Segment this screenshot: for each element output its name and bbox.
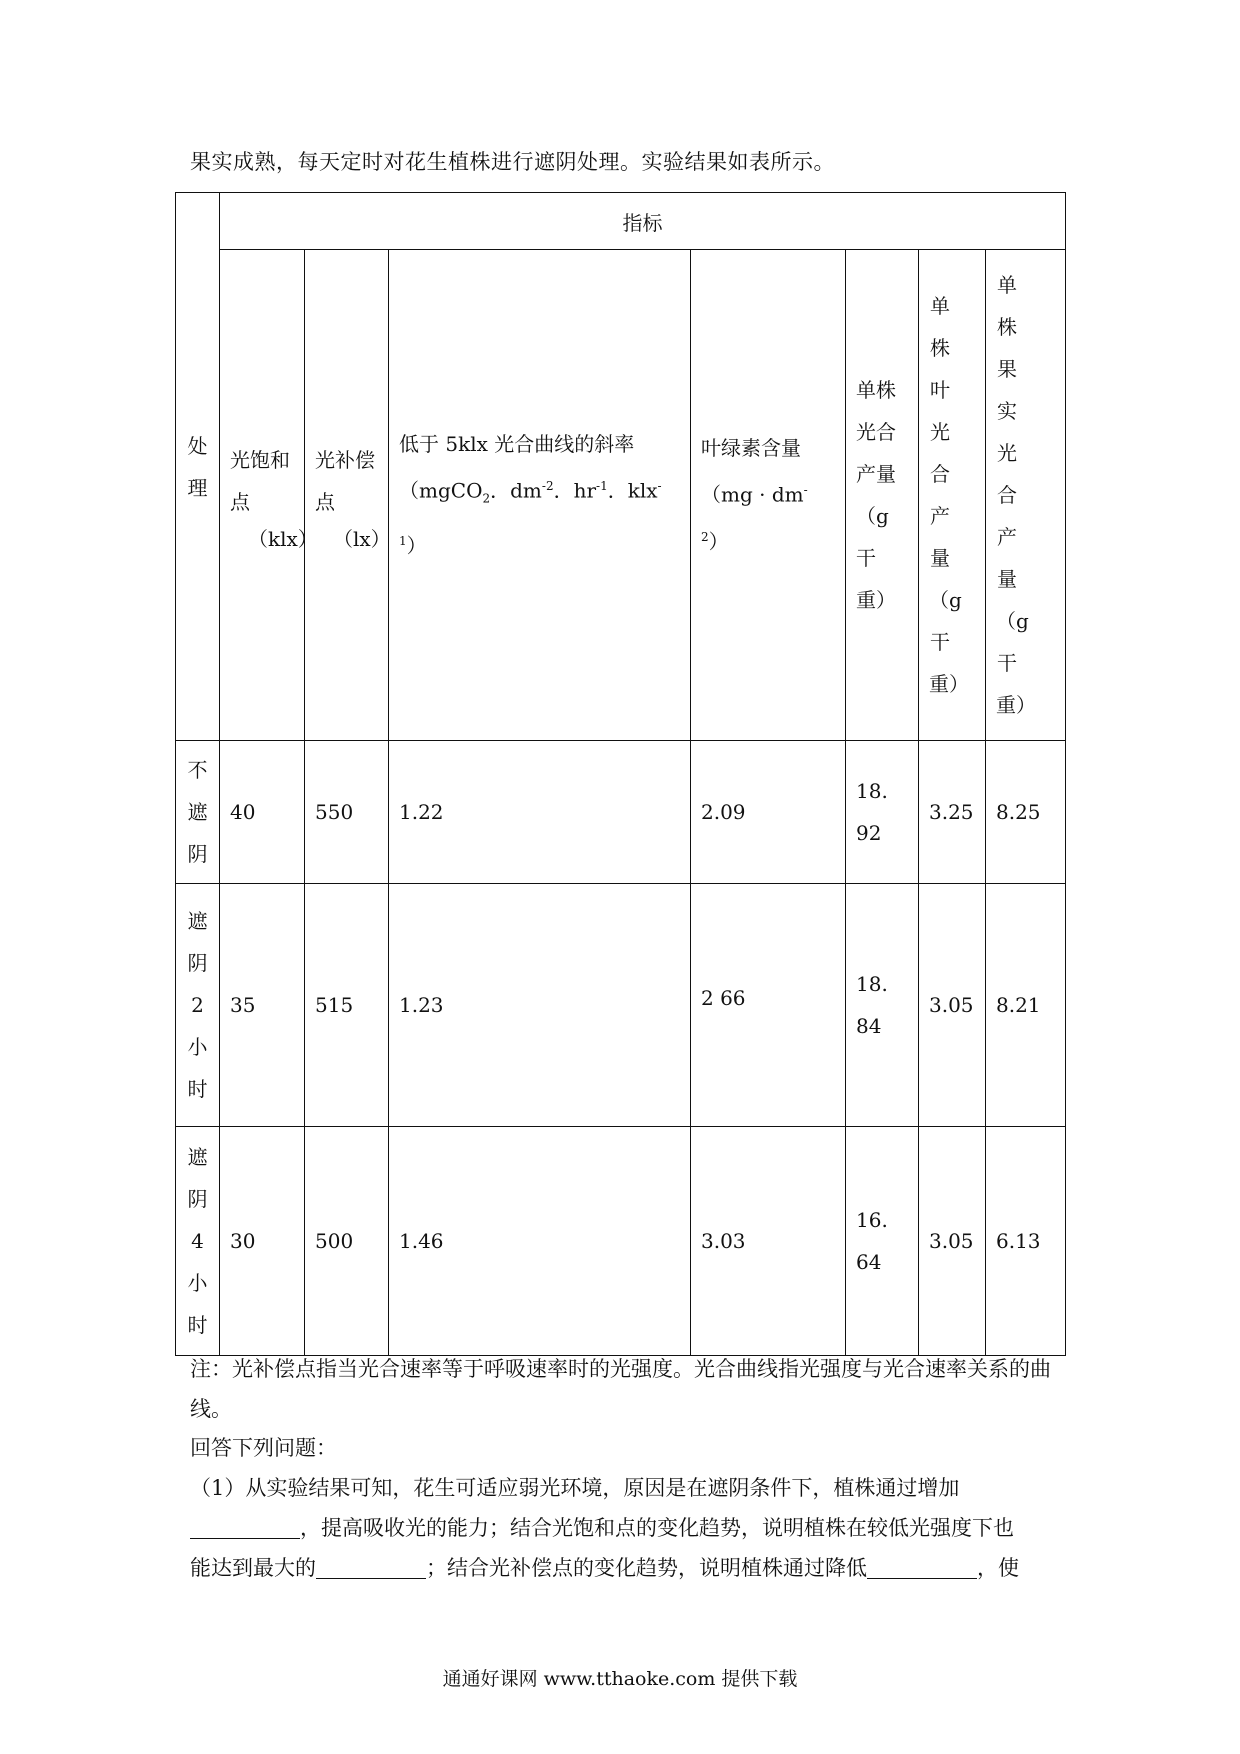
- treatment-cell: 遮阴4小时: [176, 1127, 220, 1356]
- answer-blank[interactable]: [190, 1514, 300, 1539]
- plant-yield-cell: 18.84: [846, 884, 919, 1127]
- col-leaf-yield-header: [919, 250, 986, 741]
- table-row: [176, 741, 1066, 884]
- plant-yield-cell: 18.92: [846, 741, 919, 884]
- col-fruit-yield-label: 单株果实光合产量（g 干重）: [996, 273, 1036, 717]
- saturation-cell: 40: [220, 741, 305, 884]
- question-1-line-3: 能达到最大的 ；结合光补偿点的变化趋势，说明植株通过降低 ，使: [190, 1556, 1019, 1580]
- col-chlorophyll-label: 叶绿素含量: [701, 436, 801, 461]
- col-slope-label: 低于 5klx 光合曲线的斜率: [399, 432, 635, 457]
- col-saturation-label: 光饱和点: [230, 447, 290, 514]
- table-note: 注：光补偿点指当光合速率等于呼吸速率时的光强度。光合曲线指光强度与光合速率关系的曲线。: [190, 1357, 1051, 1421]
- col-slope-unit: （mgCO$_2$．$dm^{-2}$．$hr^{-1}$．klx$^{-1}$）: [399, 479, 662, 558]
- col-leaf-yield-label: 单株叶光合产量（g 干重）: [929, 294, 969, 696]
- compensation-cell: 550: [305, 741, 389, 884]
- treatment-cell: 不遮阴: [176, 741, 220, 884]
- slope-cell: 1.23: [389, 884, 691, 1127]
- col-compensation-unit: （lx）: [333, 526, 391, 551]
- treatment-header: 处理: [187, 433, 208, 500]
- col-chlorophyll-unit: $(mg \cdot dm^{-2})$: [701, 483, 808, 554]
- fruit-yield-cell: 8.25: [986, 741, 1066, 884]
- leaf-yield-cell: 3.05: [919, 1127, 986, 1356]
- chlorophyll-cell: 2.09: [691, 741, 846, 884]
- answer-blank[interactable]: [316, 1554, 426, 1579]
- col-chlorophyll-header: [691, 250, 846, 741]
- table-row: [176, 1127, 1066, 1356]
- page-footer: 通通好课网 www.tthaoke.com 提供下载: [442, 1668, 798, 1690]
- fruit-yield-cell: 6.13: [986, 1127, 1066, 1356]
- slope-cell: 1.46: [389, 1127, 691, 1356]
- chlorophyll-cell: 3.03: [691, 1127, 846, 1356]
- treatment-header-cell: [176, 193, 220, 741]
- slope-cell: 1.22: [389, 741, 691, 884]
- leaf-yield-cell: 3.25: [919, 741, 986, 884]
- saturation-cell: 35: [220, 884, 305, 1127]
- chlorophyll-cell: 2 66: [691, 884, 846, 1127]
- intro-text: 果实成熟，每天定时对花生植株进行遮阴处理。实验结果如表所示。: [190, 150, 835, 174]
- treatment-cell: 遮阴2小时: [176, 884, 220, 1127]
- col-saturation-header: [220, 250, 318, 741]
- col-plant-yield-header: [846, 250, 919, 741]
- indicator-header: 指标: [220, 193, 1066, 250]
- saturation-cell: 30: [220, 1127, 305, 1356]
- col-compensation-label: 光补偿点: [315, 447, 375, 514]
- compensation-cell: 515: [305, 884, 389, 1127]
- col-fruit-yield-header: [986, 250, 1066, 741]
- compensation-cell: 500: [305, 1127, 389, 1356]
- col-compensation-header: [305, 250, 389, 741]
- answer-blank[interactable]: [867, 1554, 977, 1579]
- results-table: [175, 192, 1066, 1356]
- col-saturation-unit: （klx）: [248, 526, 318, 551]
- question-1-line-2: ，提高吸收光的能力；结合光饱和点的变化趋势，说明植株在较低光强度下也: [190, 1508, 1014, 1548]
- answer-prompt: 回答下列问题：: [190, 1436, 337, 1460]
- col-plant-yield-label: 单株光合产量（g 干重）: [856, 378, 896, 612]
- question-1-line-1: （1）从实验结果可知，花生可适应弱光环境，原因是在遮阴条件下，植株通过增加: [190, 1476, 960, 1500]
- fruit-yield-cell: 8.21: [986, 884, 1066, 1127]
- col-slope-header: [389, 250, 691, 741]
- table-row: [176, 884, 1066, 1127]
- plant-yield-cell: 16.64: [846, 1127, 919, 1356]
- leaf-yield-cell: 3.05: [919, 884, 986, 1127]
